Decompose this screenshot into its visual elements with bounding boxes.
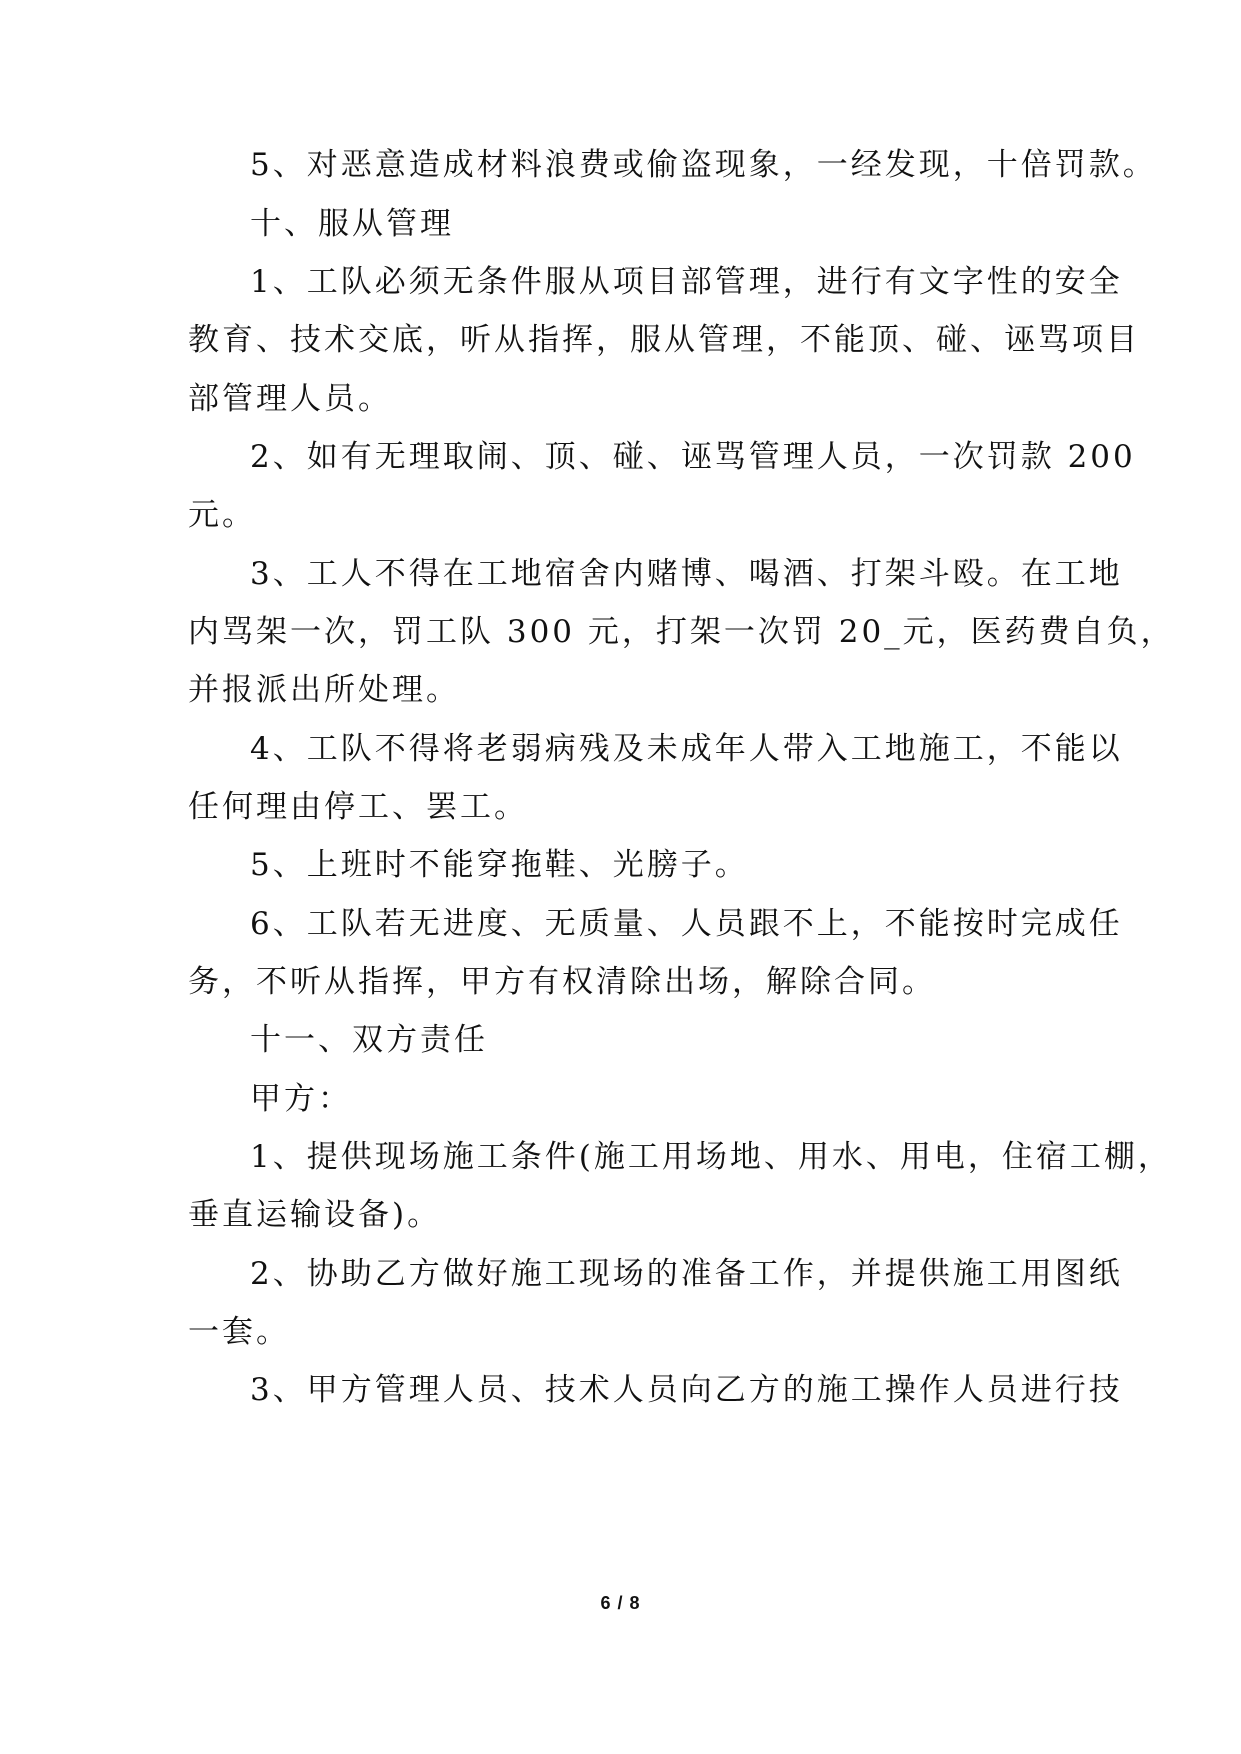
- paragraph-line: 4、工队不得将老弱病残及未成年人带入工地施工，不能以: [250, 731, 1123, 767]
- subsection-heading: 甲方：: [250, 1081, 352, 1117]
- page-number: 6 / 8: [600, 1593, 641, 1613]
- paragraph-line: 一套。: [188, 1314, 290, 1350]
- paragraph-line: 教育、技术交底，听从指挥，服从管理，不能顶、碰、诬骂项目: [188, 322, 1140, 358]
- paragraph-line: 垂直运输设备)。: [188, 1197, 442, 1233]
- paragraph-line: 6、工队若无进度、无质量、人员跟不上，不能按时完成任: [250, 906, 1123, 942]
- section-heading: 十一、双方责任: [250, 1022, 488, 1058]
- paragraph-line: 1、工队必须无条件服从项目部管理，进行有文字性的安全: [250, 264, 1123, 300]
- paragraph-line: 并报派出所处理。: [188, 672, 460, 708]
- paragraph-line: 任何理由停工、罢工。: [188, 789, 528, 825]
- paragraph-line: 2、协助乙方做好施工现场的准备工作，并提供施工用图纸: [250, 1256, 1123, 1292]
- paragraph-line: 2、如有无理取闹、顶、碰、诬骂管理人员，一次罚款 200: [250, 439, 1136, 475]
- paragraph-line: 3、工人不得在工地宿舍内赌博、喝酒、打架斗殴。在工地: [250, 556, 1123, 592]
- paragraph-line: 元。: [188, 497, 256, 533]
- paragraph-line: 内骂架一次，罚工队 300 元，打架一次罚 20_元，医药费自负，: [188, 614, 1175, 650]
- paragraph-line: 3、甲方管理人员、技术人员向乙方的施工操作人员进行技: [250, 1372, 1123, 1408]
- paragraph-line: 1、提供现场施工条件(施工用场地、用水、用电，住宿工棚，: [250, 1139, 1172, 1175]
- paragraph-line: 5、对恶意造成材料浪费或偷盗现象，一经发现，十倍罚款。: [250, 147, 1157, 183]
- section-heading: 十、服从管理: [250, 206, 454, 242]
- paragraph-line: 部管理人员。: [188, 381, 392, 417]
- paragraph-line: 5、上班时不能穿拖鞋、光膀子。: [250, 847, 749, 883]
- paragraph-line: 务，不听从指挥，甲方有权清除出场，解除合同。: [188, 964, 936, 1000]
